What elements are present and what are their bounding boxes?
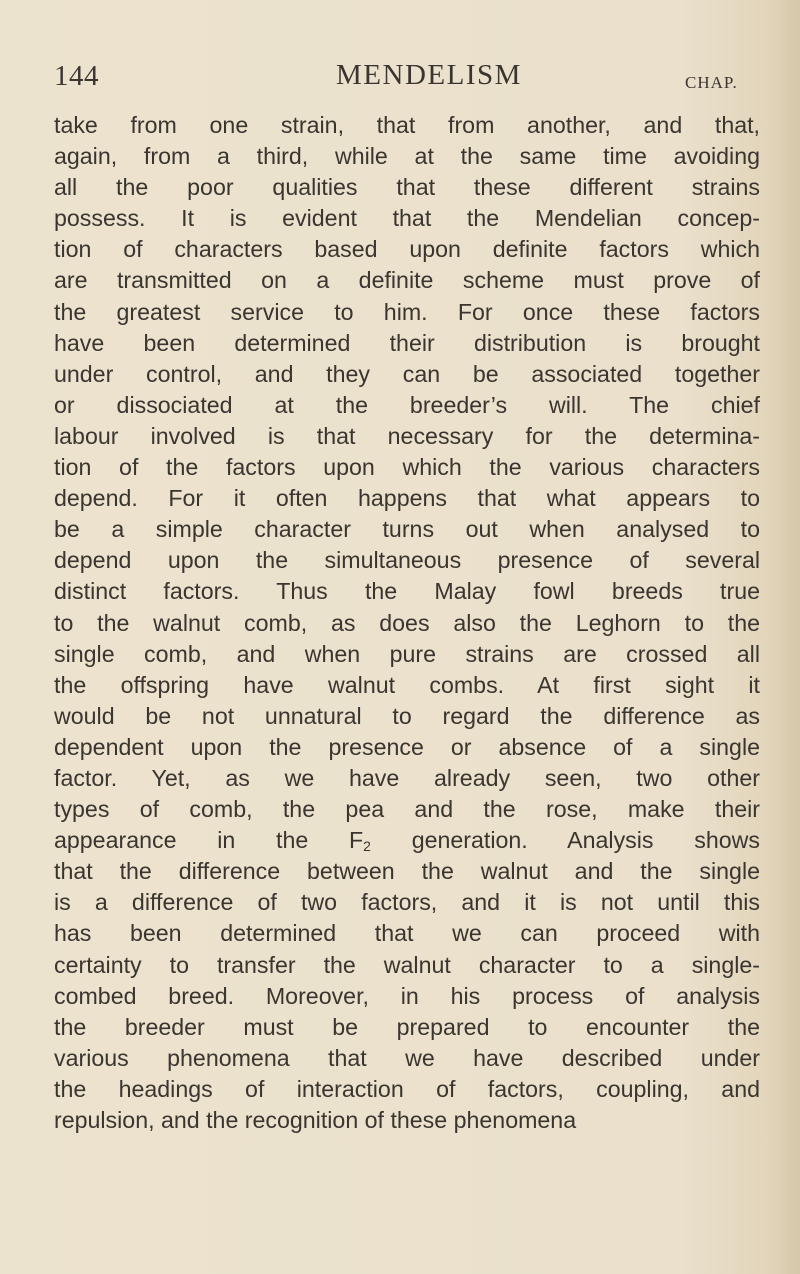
text-line: the headings of interaction of factors, coupling, and bbox=[54, 1075, 760, 1102]
text-line: to the walnut comb, as does also the Leghorn to the bbox=[54, 609, 760, 636]
text-line: repulsion, and the recognition of these phenomena bbox=[54, 1107, 577, 1133]
text-line: single comb, and when pure strains are crossed all bbox=[54, 640, 760, 667]
subscript: 2 bbox=[363, 838, 371, 855]
text-line: has been determined that we can proceed with bbox=[54, 920, 760, 947]
text-line: are transmitted on a definite scheme must prove of bbox=[54, 267, 760, 294]
text-line: tion of the factors upon which the various characters bbox=[54, 454, 760, 481]
text-line: all the poor qualities that these different strains bbox=[54, 174, 760, 201]
text-line: the offspring have walnut combs. At first sight it bbox=[54, 671, 760, 698]
text-line: types of comb, the pea and the rose, make their bbox=[54, 796, 760, 823]
text-line: depend. For it often happens that what appears to bbox=[54, 485, 760, 512]
text-line-f2 bbox=[54, 825, 760, 856]
text-line: the greatest service to him. For once these factors bbox=[54, 298, 760, 325]
text-line: that the difference between the walnut and the single bbox=[54, 858, 760, 885]
text-segment: appearance in the F bbox=[54, 827, 364, 854]
text-line: dependent upon the presence or absence of a single bbox=[54, 733, 760, 760]
text-line: is a difference of two factors, and it is not until this bbox=[54, 889, 760, 916]
text-line: would be not unnatural to regard the difference as bbox=[54, 702, 760, 729]
text-line: various phenomena that we have described under bbox=[54, 1044, 760, 1071]
text-line: tion of characters based upon definite factors which bbox=[54, 236, 760, 263]
text-line: the breeder must be prepared to encounter the bbox=[54, 1013, 760, 1040]
page-number: 144 bbox=[54, 60, 99, 92]
chapter-label: CHAP. bbox=[685, 73, 738, 92]
text-line: possess. It is evident that the Mendelian concep- bbox=[54, 205, 760, 232]
text-line: or dissociated at the breeder’s will. The chief bbox=[54, 391, 760, 418]
page-header bbox=[54, 60, 768, 100]
text-line: combed breed. Moreover, in his process of analysis bbox=[54, 982, 760, 1009]
text-line: certainty to transfer the walnut character to a single- bbox=[54, 951, 760, 978]
text-line: have been determined their distribution is brought bbox=[54, 329, 760, 356]
text-line: depend upon the simultaneous presence of several bbox=[54, 547, 760, 574]
text-segment: generation. Analysis shows bbox=[370, 827, 760, 854]
text-line: under control, and they can be associated together bbox=[54, 360, 760, 387]
text-line: factor. Yet, as we have already seen, two other bbox=[54, 764, 760, 791]
text-line: again, from a third, while at the same time avoiding bbox=[54, 143, 760, 170]
text-line: labour involved is that necessary for the determina- bbox=[54, 422, 760, 449]
text-line: distinct factors. Thus the Malay fowl breeds true bbox=[54, 578, 760, 605]
body-text bbox=[54, 110, 760, 1136]
running-title: MENDELISM bbox=[336, 59, 522, 91]
text-line: take from one strain, that from another, and that, bbox=[54, 112, 760, 138]
text-line: be a simple character turns out when analysed to bbox=[54, 516, 760, 543]
